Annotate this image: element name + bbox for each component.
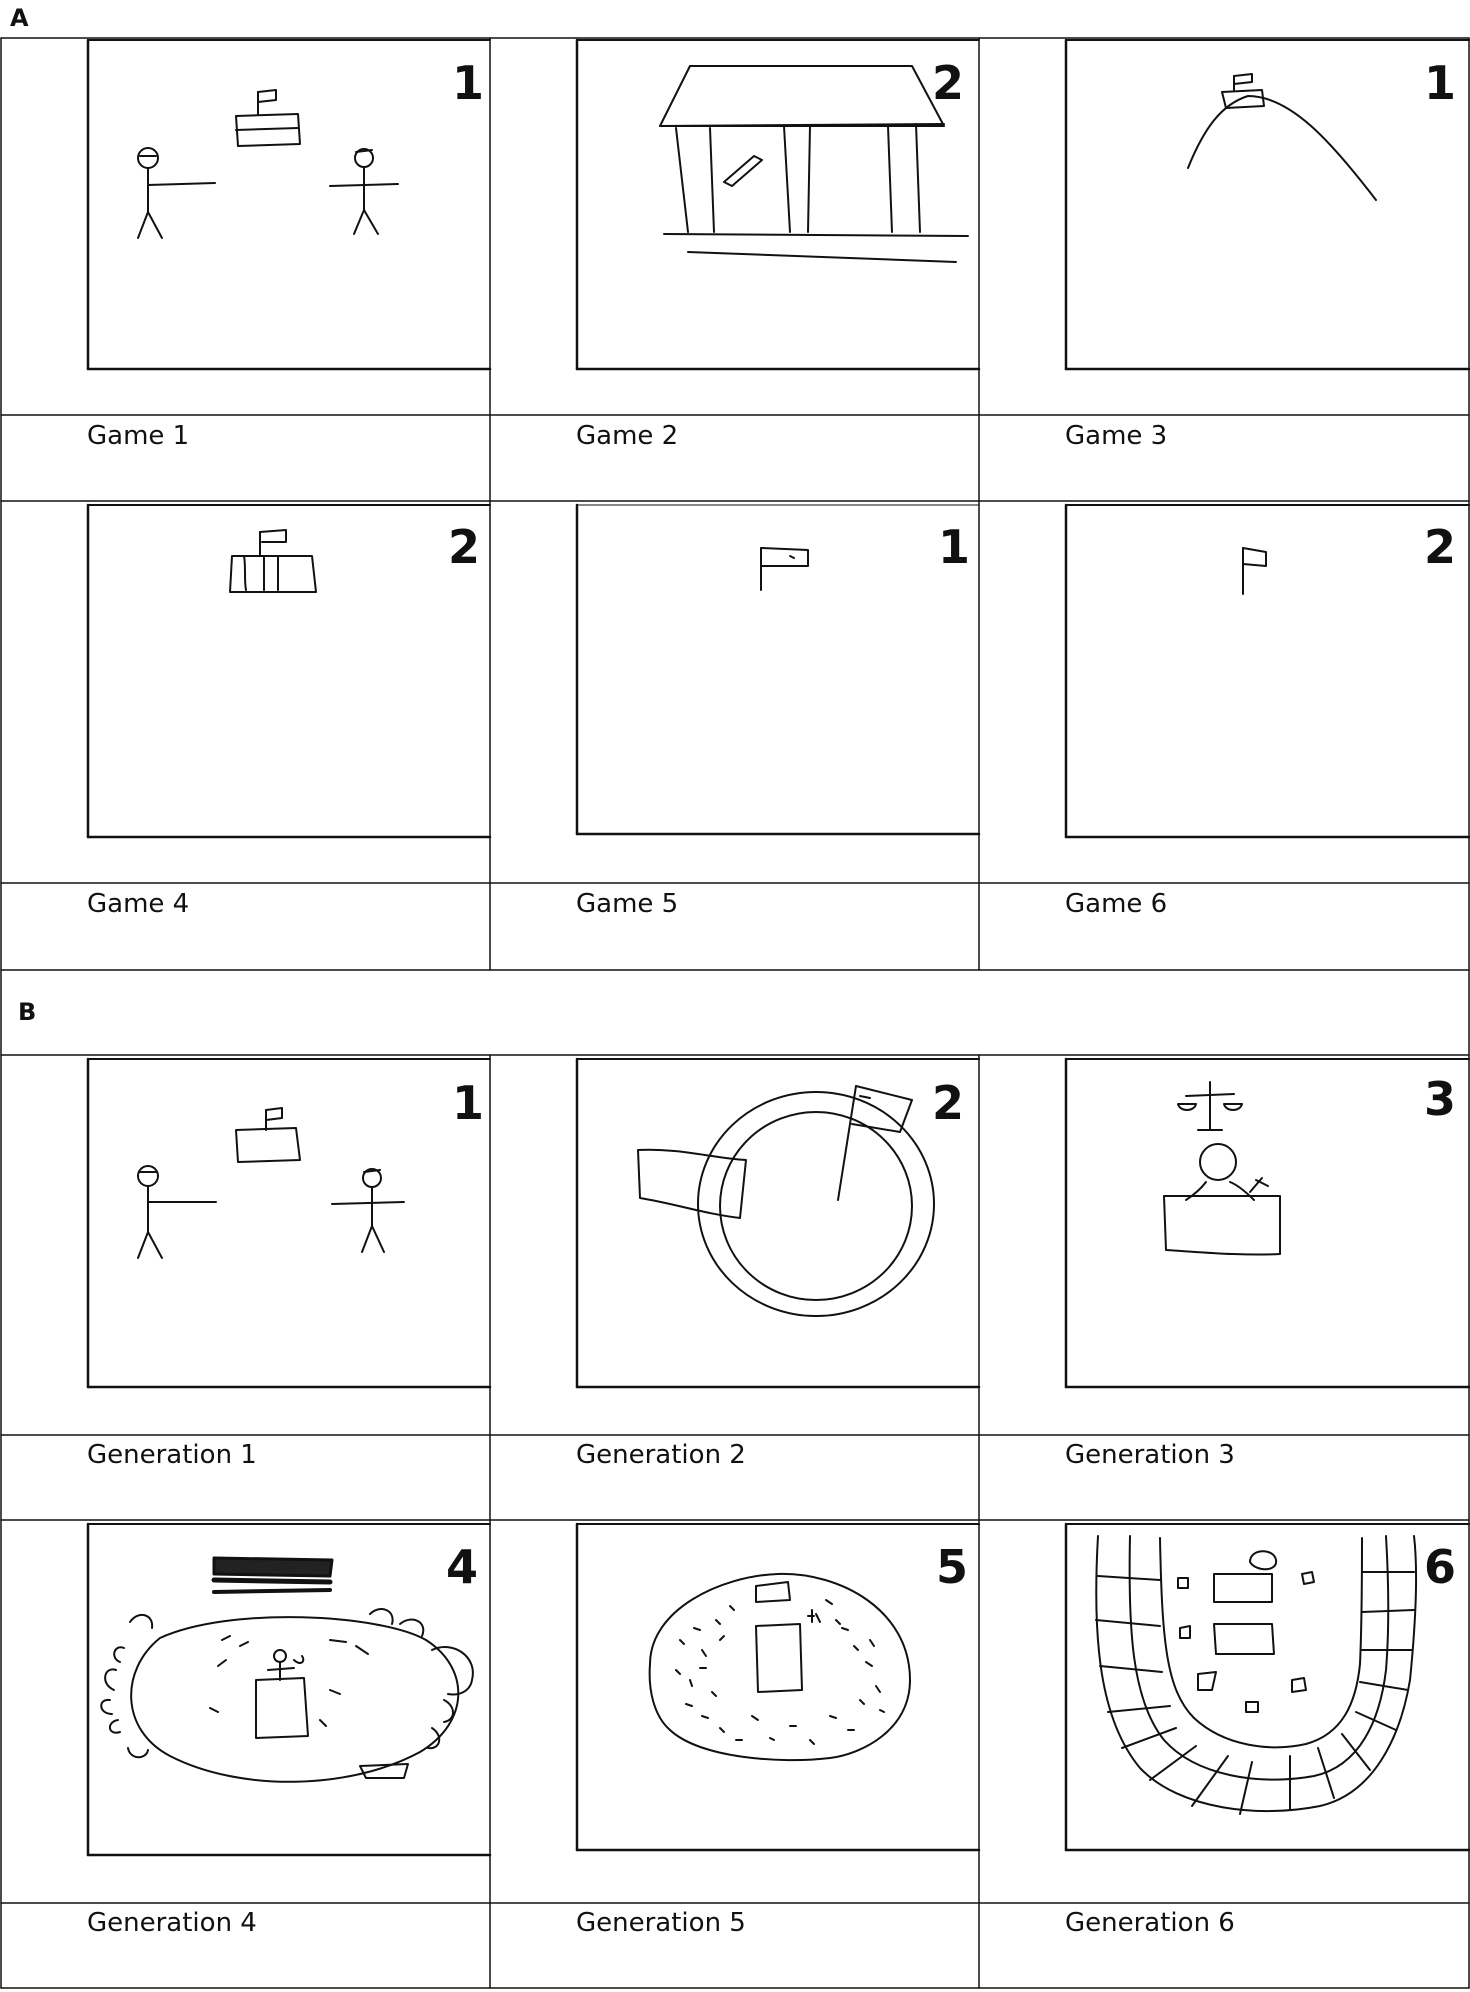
panel-number-game-1: 1 — [452, 56, 485, 110]
sketch-a6-flag — [1243, 548, 1266, 594]
caption-game-5: Game 5 — [576, 889, 679, 919]
panel-number-generation-1: 1 — [452, 1076, 485, 1130]
caption-generation-4: Generation 4 — [87, 1908, 257, 1938]
panel-number-generation-2: 2 — [932, 1076, 965, 1130]
panel-number-game-2: 2 — [932, 56, 965, 110]
frame-a4 — [88, 505, 490, 837]
panel-number-game-4: 2 — [448, 520, 481, 574]
panel-number-generation-3: 3 — [1424, 1072, 1457, 1126]
panel-number-game-3: 1 — [1424, 56, 1457, 110]
table-grid — [1, 38, 1469, 1988]
sketch-b6-arena — [1096, 1536, 1416, 1814]
caption-generation-1: Generation 1 — [87, 1440, 257, 1470]
frame-b5 — [577, 1524, 979, 1850]
caption-game-6: Game 6 — [1065, 889, 1168, 919]
sketch-a3-hill — [1188, 74, 1376, 200]
caption-generation-2: Generation 2 — [576, 1440, 746, 1470]
caption-generation-5: Generation 5 — [576, 1908, 746, 1938]
section-a-label: A — [10, 4, 29, 32]
panel-number-game-6: 2 — [1424, 520, 1457, 574]
caption-generation-3: Generation 3 — [1065, 1440, 1235, 1470]
frame-b3 — [1066, 1059, 1469, 1387]
sketch-b4-crowd — [101, 1558, 473, 1782]
sketch-b2-circle-flag — [638, 1086, 934, 1316]
sketch-a4-podium — [230, 530, 316, 592]
sketch-a5-flag — [761, 548, 808, 590]
sketch-b5-dome — [650, 1574, 910, 1760]
caption-generation-6: Generation 6 — [1065, 1908, 1235, 1938]
sketch-b3-judge — [1164, 1082, 1280, 1255]
caption-game-1: Game 1 — [87, 421, 190, 451]
caption-game-3: Game 3 — [1065, 421, 1168, 451]
panel-number-generation-6: 6 — [1424, 1540, 1457, 1594]
frame-a3 — [1066, 40, 1469, 369]
sketch-a2-building — [660, 66, 968, 262]
panel-number-game-5: 1 — [938, 520, 971, 574]
frame-a5 — [577, 505, 979, 834]
caption-game-2: Game 2 — [576, 421, 679, 451]
caption-game-4: Game 4 — [87, 889, 190, 919]
sketch-b1-stick-figures-podium — [138, 1108, 404, 1258]
section-b-label: B — [18, 998, 37, 1026]
frame-a6 — [1066, 505, 1469, 837]
panel-number-generation-4: 4 — [446, 1540, 479, 1594]
panel-number-generation-5: 5 — [936, 1540, 969, 1594]
frame-b2 — [577, 1059, 979, 1387]
sketch-a1-stick-figures-podium — [138, 90, 398, 238]
